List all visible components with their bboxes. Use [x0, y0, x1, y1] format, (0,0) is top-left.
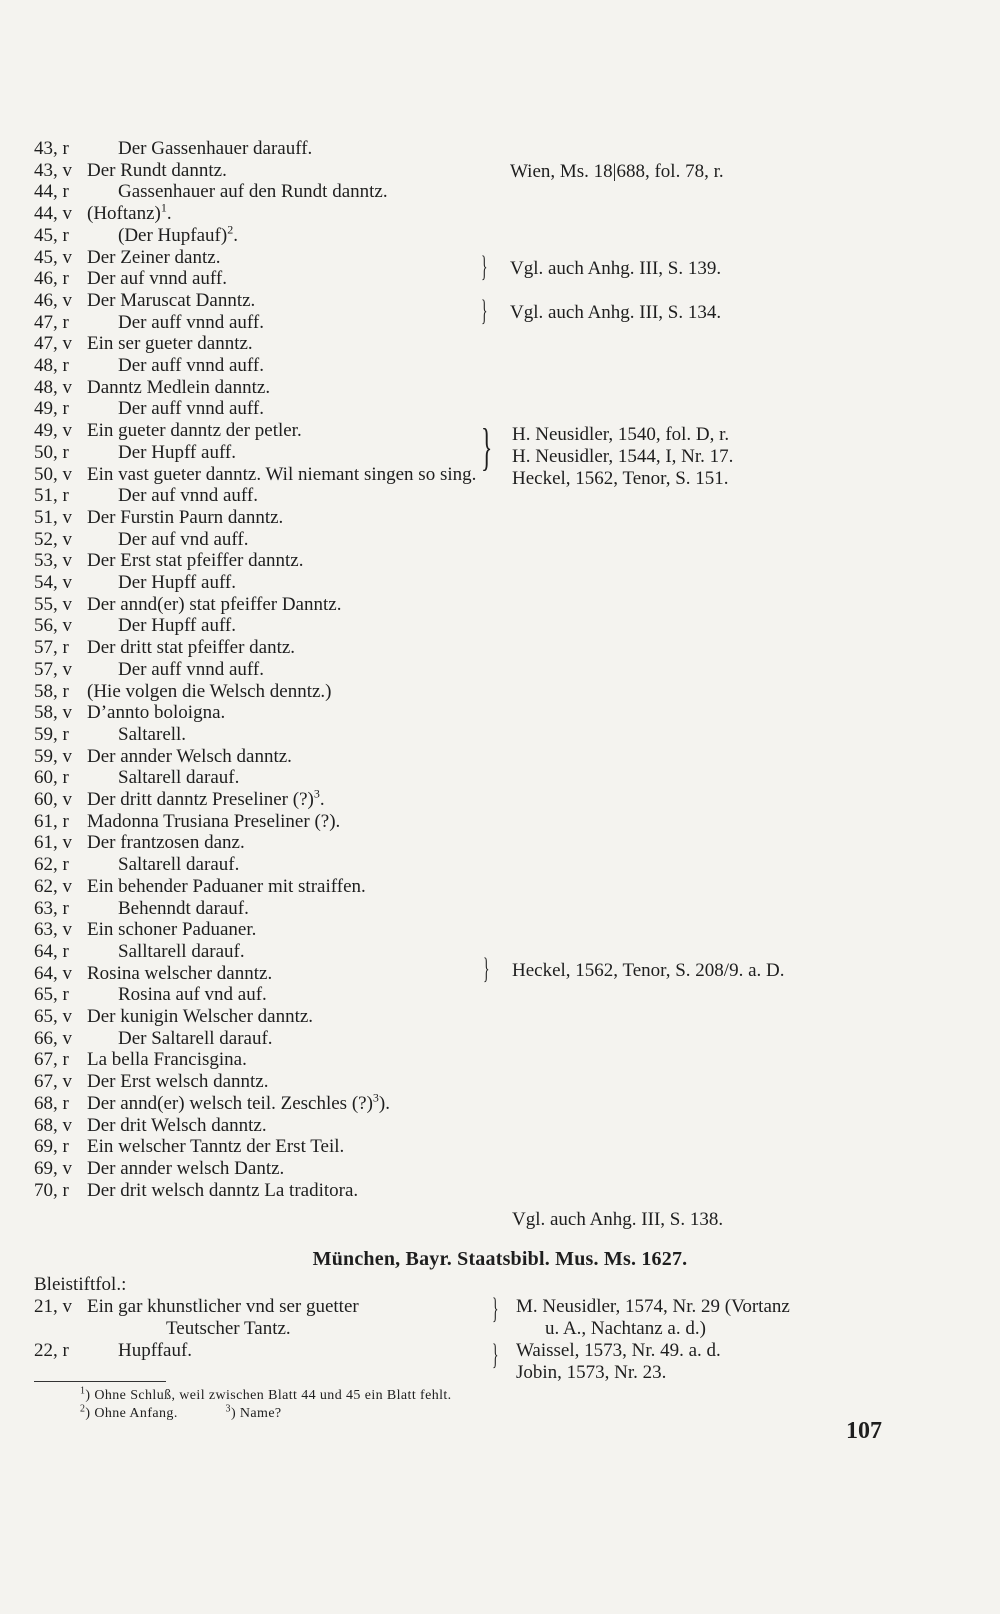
entry-title: Ein vast gueter danntz. Wil niemant singen so sing. — [87, 463, 477, 485]
entry-title: (Der Hupfauf)$^2$. — [118, 222, 238, 246]
folio-number: 62, v — [34, 875, 72, 897]
entry-title: Der annder welsch Dantz. — [87, 1157, 285, 1179]
folio-number: 65, r — [34, 984, 69, 1006]
entry-title: Der Zeiner dantz. — [87, 246, 221, 268]
folio-number: 60, r — [34, 767, 69, 789]
folio-number: 64, v — [34, 962, 72, 984]
entry-title: Der annder Welsch danntz. — [87, 745, 292, 767]
entry-title: Der kunigin Welscher danntz. — [87, 1006, 314, 1027]
page-number: 107 — [846, 1418, 882, 1444]
entry-title: Rosina welscher danntz. — [87, 962, 273, 984]
folio-number: 58, v — [34, 702, 72, 724]
folio-number: 56, v — [34, 615, 72, 637]
entry-title: Ein behender Paduaner mit straiffen. — [87, 875, 366, 897]
folio-number: 53, v — [34, 550, 72, 572]
entry-title: Der drit Welsch danntz. — [87, 1114, 267, 1136]
footnote-rule — [34, 1381, 166, 1382]
entry-title: Der dritt danntz Preseliner (?)$^3$. — [87, 786, 325, 810]
note-m-neusidler-1: M. Neusidler, 1574, Nr. 29 (Vortanz — [516, 1296, 790, 1317]
entry-title: Der Maruscat Danntz. — [87, 289, 256, 311]
note-vgl-139: Vgl. auch Anhg. III, S. 139. — [510, 258, 722, 279]
folio-number: 46, r — [34, 268, 69, 290]
brace-1: } — [481, 250, 488, 283]
folio-number: 69, r — [34, 1136, 69, 1158]
entry-title: Der Hupff auff. — [118, 615, 237, 637]
folio-number: 43, v — [34, 159, 72, 181]
footnote-ref: 3 — [372, 1090, 379, 1105]
folio-number: 70, r — [34, 1179, 69, 1201]
footnote-1: $^1$) Ohne Schluß, weil zwischen Blatt 44 und 45 ein Blatt fehlt. — [80, 1385, 452, 1403]
folio-number: 52, v — [34, 528, 72, 550]
entry-title: Der Furstin Paurn danntz. — [87, 506, 284, 528]
folio-number: 45, r — [34, 224, 69, 246]
folio-number: 45, v — [34, 246, 72, 268]
folio-number: 65, v — [34, 1006, 72, 1027]
folio-number: 51, r — [34, 485, 69, 507]
folio-number: 48, v — [34, 376, 72, 398]
note-vgl-134: Vgl. auch Anhg. III, S. 134. — [510, 302, 722, 323]
folio-number: 64, r — [34, 940, 69, 962]
entry-title: Der auf vnnd auff. — [87, 268, 227, 290]
entry-title: Der annd(er) stat pfeiffer Danntz. — [87, 593, 342, 615]
folio-number: 57, v — [34, 658, 72, 680]
brace-6: } — [492, 1338, 499, 1371]
entry-title: Der auff vnnd auff. — [118, 311, 264, 333]
note-wien: Wien, Ms. 18|688, fol. 78, r. — [510, 161, 724, 182]
brace-2: } — [481, 294, 488, 327]
entry-title: Madonna Trusiana Preseliner (?). — [87, 810, 341, 832]
entry-title: D’annto boloigna. — [87, 702, 226, 724]
entry-title: Ein gar khunstlicher vnd ser guetter — [87, 1296, 359, 1317]
brace-3: } — [481, 419, 493, 476]
entry-title: $(Hoftanz)^1$. — [87, 200, 172, 225]
folio-number: 62, r — [34, 854, 69, 876]
entry-title: Der auff vnnd auff. — [118, 398, 264, 420]
entry-title: Der Hupff auff. — [118, 441, 237, 463]
folio-number: 49, v — [34, 420, 72, 442]
entry-title: Saltarell darauf. — [118, 854, 240, 876]
entry-title: Der auf vnnd auff. — [118, 485, 258, 507]
footnote-ref: 3 — [313, 786, 320, 801]
entry-title: (Hie volgen die Welsch denntz.) — [87, 680, 332, 702]
entry-title: Der Rundt danntz. — [87, 159, 227, 181]
entry-title: Der auf vnd auff. — [118, 528, 249, 550]
entry-title: Der Hupff auff. — [118, 572, 237, 593]
folio-number: 46, v — [34, 289, 72, 311]
entry-title: Ein welscher Tanntz der Erst Teil. — [87, 1136, 345, 1158]
note-vgl-138: Vgl. auch Anhg. III, S. 138. — [512, 1209, 724, 1230]
entry-title: Saltarell. — [118, 723, 187, 745]
entry-title: Ein schoner Paduaner. — [87, 919, 257, 941]
folio-number: 66, v — [34, 1027, 72, 1049]
entry-title: Der frantzosen danz. — [87, 832, 245, 854]
footnote-ref: 2 — [227, 222, 234, 237]
section-heading: München, Bayr. Staatsbibl. Mus. Ms. 1627. — [312, 1248, 688, 1270]
folio-number: 68, r — [34, 1092, 69, 1114]
folio-number: 21, v — [34, 1296, 72, 1317]
entry-title: Ein ser gueter danntz. — [87, 333, 253, 355]
brace-5: } — [492, 1292, 499, 1325]
folio-number: 48, r — [34, 355, 69, 376]
note-heckel-151: Heckel, 1562, Tenor, S. 151. — [512, 468, 729, 489]
entry-title: Hupffauf. — [118, 1340, 193, 1361]
note-neusidler-1544: H. Neusidler, 1544, I, Nr. 17. — [512, 446, 734, 467]
folio-number: 60, v — [34, 789, 72, 810]
entry-title: Danntz Medlein danntz. — [87, 376, 271, 398]
folio-number: 47, v — [34, 333, 72, 355]
folio-number: 63, v — [34, 919, 72, 941]
folio-number: 61, r — [34, 810, 69, 832]
folio-number: 63, r — [34, 897, 69, 919]
entry-title: Der Erst stat pfeiffer danntz. — [87, 550, 304, 572]
note-neusidler-1540: H. Neusidler, 1540, fol. D, r. — [512, 424, 730, 445]
folio-number: 59, r — [34, 723, 69, 745]
entry-title: La bella Francisgina. — [87, 1049, 247, 1071]
entry-title: Der Saltarell darauf. — [118, 1027, 273, 1049]
entry-title: Behenndt darauf. — [118, 897, 249, 919]
folio-number: 50, r — [34, 441, 69, 463]
folio-number: 54, v — [34, 572, 72, 593]
entry-title: Gassenhauer auf den Rundt danntz. — [118, 181, 388, 203]
note-jobin: Jobin, 1573, Nr. 23. — [516, 1362, 667, 1383]
folio-number: 68, v — [34, 1114, 72, 1136]
entry-title: Saltarell darauf. — [118, 767, 240, 789]
entry-title: Der Gassenhauer darauff. — [118, 138, 313, 159]
entry-title: Rosina auf vnd auf. — [118, 984, 267, 1006]
folio-number: 61, v — [34, 832, 72, 854]
folio-number: 58, r — [34, 680, 69, 702]
folio-number: 49, r — [34, 398, 69, 420]
folio-number: 67, r — [34, 1049, 69, 1071]
entry-title: Der drit welsch danntz La traditora. — [87, 1179, 359, 1201]
folio-number: 44, r — [34, 181, 69, 203]
entry-title: Ein gueter danntz der petler. — [87, 420, 302, 442]
folio-number: 51, v — [34, 506, 72, 528]
folio-number: 44, v — [34, 203, 72, 225]
folio-label: Bleistiftfol.: — [34, 1274, 127, 1295]
entry-title: Der auff vnnd auff. — [118, 355, 264, 376]
brace-4: } — [483, 952, 490, 985]
folio-number: 47, r — [34, 311, 69, 333]
note-heckel-208: Heckel, 1562, Tenor, S. 208/9. a. D. — [512, 960, 785, 981]
folio-number: 22, r — [34, 1340, 69, 1361]
entry-title: Der Erst welsch danntz. — [87, 1071, 269, 1093]
folio-number: 69, v — [34, 1157, 72, 1179]
footnote-2-3: $^2$) Ohne Anfang. $^3$) Name? — [80, 1403, 282, 1421]
folio-number: 59, v — [34, 745, 72, 767]
entry-title: Der auff vnnd auff. — [118, 658, 264, 680]
folio-number: 55, v — [34, 593, 72, 615]
note-waissel: Waissel, 1573, Nr. 49. a. d. — [516, 1340, 721, 1361]
entry-title: Der annd(er) welsch teil. Zeschles (?)$^3$). — [87, 1090, 390, 1114]
folio-number: 57, r — [34, 637, 69, 659]
entry-title: Der dritt stat pfeiffer dantz. — [87, 637, 296, 659]
folio-number: 43, r — [34, 138, 69, 159]
folio-number: 50, v — [34, 463, 72, 485]
entry-title-continued: Teutscher Tantz. — [166, 1318, 291, 1339]
entry-title: Salltarell darauf. — [118, 940, 245, 962]
note-m-neusidler-2: u. A., Nachtanz a. d.) — [545, 1318, 706, 1339]
folio-number: 67, v — [34, 1071, 72, 1093]
footnote-ref: 1 — [160, 200, 167, 215]
